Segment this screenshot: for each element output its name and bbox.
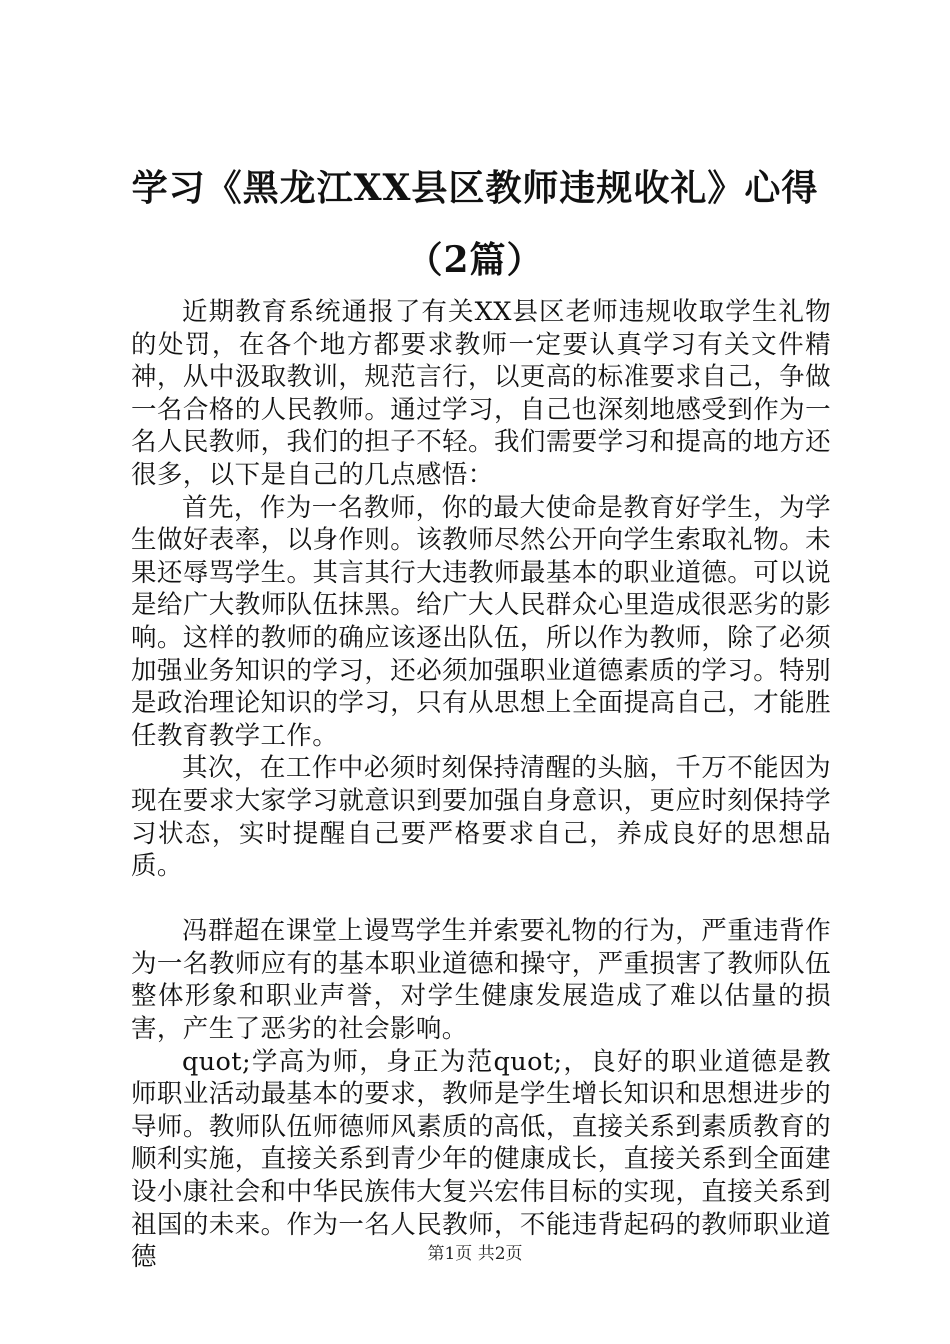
paragraph-second: 其次，在工作中必须时刻保持清醒的头脑，千万不能因为现在要求大家学习就意识到要加强自身意识，更应时刻保持学习状态，实时提醒自己要严格要求自己，养成良好的思想品质。 [131, 753, 831, 882]
paragraph-intro: 近期教育系统通报了有关XX县区老师违规收取学生礼物的处罚，在各个地方都要求教师一定要认真学习有关文件精神，从中汲取教训，规范言行，以更高的标准要求自己，争做一名合格的人民教师。通过学习，自己也深刻地感受到作为一名人民教师，我们的担子不轻。我们需要学习和提高的地方还很多，以下是自己的几点感悟： [131, 297, 831, 490]
paragraph-first: 首先，作为一名教师，你的最大使命是教育好学生，为学生做好表率，以身作则。该教师尽然公开向学生索取礼物。未果还辱骂学生。其言其行大违教师最基本的职业道德。可以说是给广大教师队伍抹黑。给广大人民群众心里造成很恶劣的影响。这样的教师的确应该逐出队伍，所以作为教师，除了必须加强业务知识的学习，还必须加强职业道德素质的学习。特别是政治理论知识的学习，只有从思想上全面提高自己，才能胜任教育教学工作。 [131, 492, 831, 751]
document-body [131, 296, 831, 1274]
document-title: 学习《黑龙江XX县区教师违规收礼》心得（2篇） [131, 167, 819, 281]
paragraph-incident: 冯群超在课堂上谩骂学生并索要礼物的行为，严重违背作为一名教师应有的基本职业道德和操守，严重损害了教师队伍整体形象和职业声誉，对学生健康发展造成了难以估量的损害，产生了恶劣的社会影响。 [131, 916, 831, 1045]
page-footer: 第1页 共2页 [427, 1244, 523, 1264]
paragraph-gap [131, 883, 831, 916]
paragraph-ethics: quot;学高为师，身正为范quot;，良好的职业道德是教师职业活动最基本的要求，教师是学生增长知识和思想进步的导师。教师队伍师德师风素质的高低，直接关系到素质教育的顺利实施，直接关系到青少年的健康成长，直接关系到全面建设小康社会和中华民族伟大复兴宏伟目标的实现，直接关系到祖国的未来。作为一名人民教师，不能违背起码的教师职业道德 [131, 1046, 831, 1273]
